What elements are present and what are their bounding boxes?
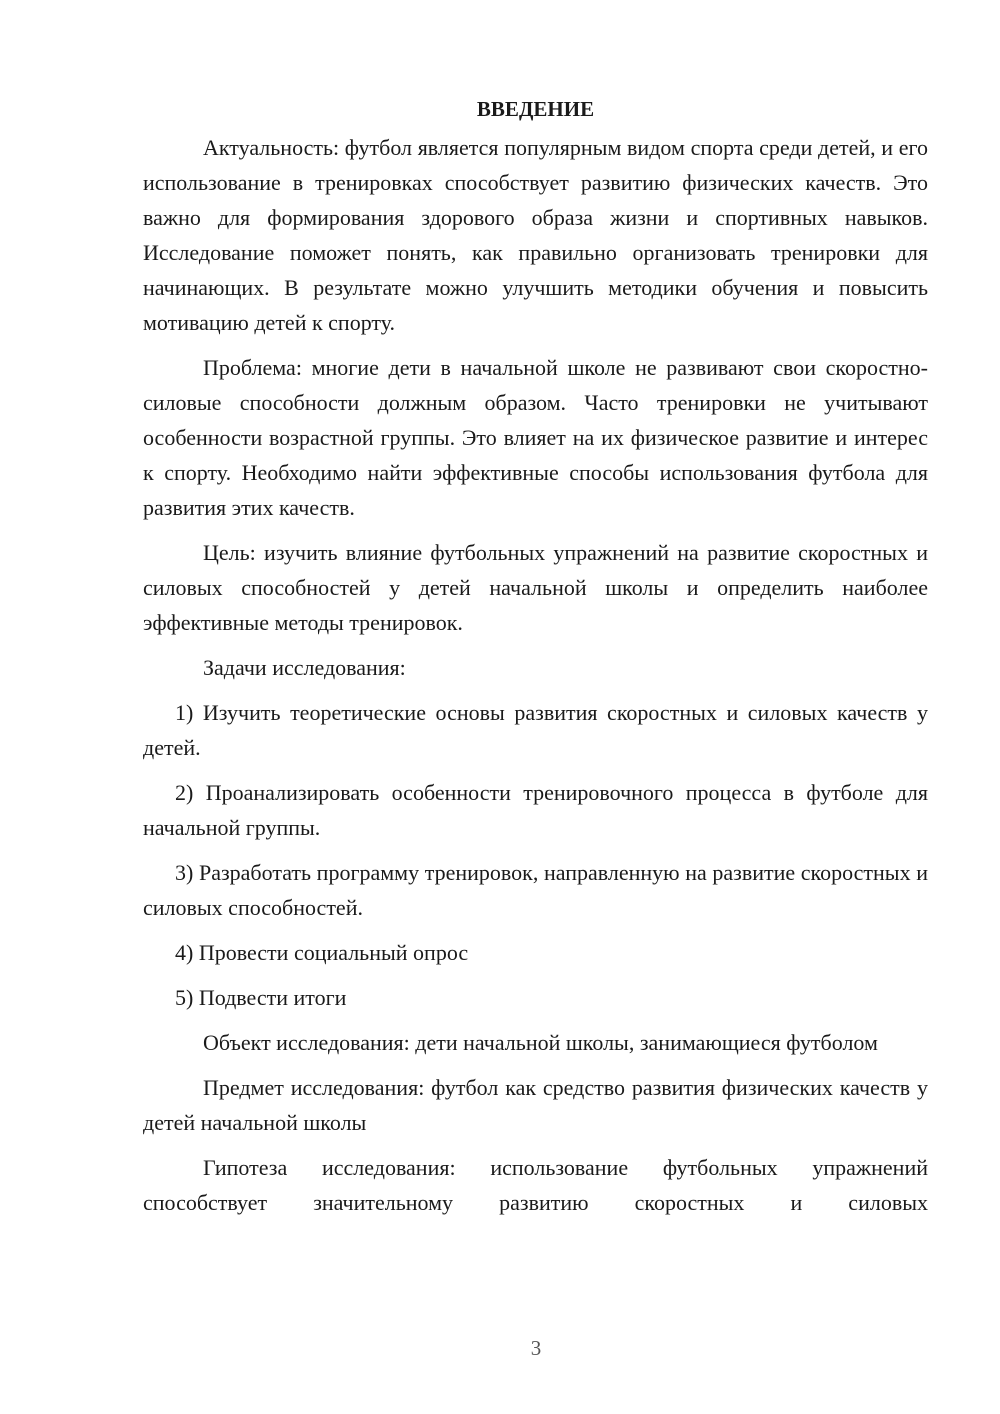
paragraph-hypothesis: Гипотеза исследования: использование футбольных упражнений способствует значительному развитию скоростных и силовых [143, 1155, 928, 1215]
page-number: 3 [530, 1336, 542, 1360]
paragraph-goal: Цель: изучить влияние футбольных упражнений на развитие скоростных и силовых способностей у детей начальной школы и определить наиболее эффективные методы тренировок. [143, 540, 928, 635]
task-item-5: 5) Подвести итоги [175, 985, 347, 1010]
paragraph-relevance: Актуальность: футбол является популярным видом спорта среди детей, и его использование в тренировках способствует развитию физических качеств. Это важно для формирования здорового образа жизни и спортивных навыков. Исследование поможет понять, как правильно организовать тренировки для начинающих. В результате можно улучшить методики обучения и повысить мотивацию детей к спорту. [143, 135, 928, 335]
task-item-2: 2) Проанализировать особенности тренировочного процесса в футболе для начальной группы. [143, 780, 928, 840]
document-page [143, 92, 928, 1230]
section-title: ВВЕДЕНИЕ [476, 97, 595, 121]
task-item-1: 1) Изучить теоретические основы развития скоростных и силовых качеств у детей. [143, 700, 928, 760]
task-item-3: 3) Разработать программу тренировок, направленную на развитие скоростных и силовых способностей. [143, 860, 928, 920]
task-item-4: 4) Провести социальный опрос [175, 940, 469, 965]
tasks-heading: Задачи исследования: [203, 655, 406, 680]
paragraph-problem: Проблема: многие дети в начальной школе не развивают свои скоростно-силовые способности должным образом. Часто тренировки не учитывают особенности возрастной группы. Это влияет на их физическое развитие и интерес к спорту. Необходимо найти эффективные способы использования футбола для развития этих качеств. [143, 355, 928, 520]
paragraph-subject: Предмет исследования: футбол как средство развития физических качеств у детей начальной школы [143, 1075, 928, 1135]
paragraph-object: Объект исследования: дети начальной школы, занимающиеся футболом [203, 1030, 878, 1055]
